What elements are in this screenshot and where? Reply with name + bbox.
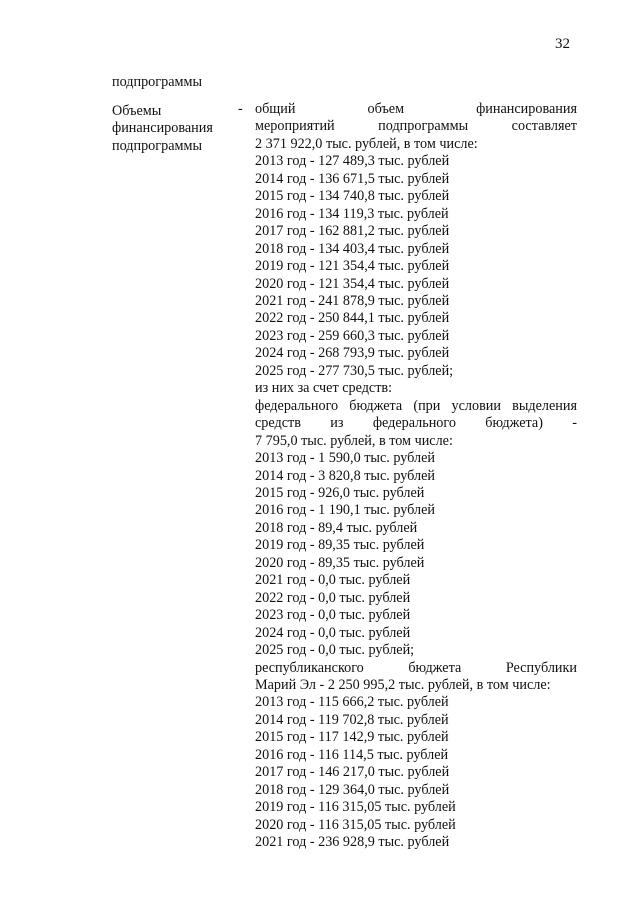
justified-word: - xyxy=(572,415,577,432)
federal-line xyxy=(255,415,577,432)
justified-line xyxy=(255,118,577,135)
justified-word: федерального xyxy=(372,415,456,432)
republic-line xyxy=(255,660,577,677)
year-amount-line: 2020 год - 121 354,4 тыс. рублей xyxy=(255,275,450,292)
label-dash: - xyxy=(238,101,243,117)
year-amount-line: 2015 год - 134 740,8 тыс. рублей xyxy=(255,188,450,205)
justified-word: бюджета xyxy=(408,659,462,676)
page-number: 32 xyxy=(555,36,570,52)
year-amount-line: 2020 год - 116 315,05 тыс. рублей xyxy=(255,816,456,833)
year-amount-line: 2013 год - 1 590,0 тыс. рублей xyxy=(255,450,435,467)
sources-intro: из них за счет средств: xyxy=(255,380,393,397)
year-amount-line: 2025 год - 0,0 тыс. рублей; xyxy=(255,642,415,659)
row-label-line: подпрограммы xyxy=(112,137,202,154)
republic-years-list xyxy=(255,694,577,851)
year-amount-line: 2013 год - 115 666,2 тыс. рублей xyxy=(255,694,449,711)
year-amount-line: 2022 год - 250 844,1 тыс. рублей xyxy=(255,310,450,327)
year-amount-line: 2017 год - 146 217,0 тыс. рублей xyxy=(255,764,450,781)
row-label-line: Объемы xyxy=(112,103,162,119)
year-amount-line: 2019 год - 89,35 тыс. рублей xyxy=(255,537,425,554)
year-amount-line: 2021 год - 0,0 тыс. рублей xyxy=(255,572,411,589)
justified-word: условии xyxy=(451,397,501,414)
year-amount-line: 2016 год - 116 114,5 тыс. рублей xyxy=(255,746,449,763)
year-amount-line: 2019 год - 116 315,05 тыс. рублей xyxy=(255,799,456,816)
justified-word: составляет xyxy=(511,118,577,135)
justified-word: Республики xyxy=(505,659,577,676)
justified-word: (при xyxy=(413,397,441,414)
year-amount-line: 2017 год - 162 881,2 тыс. рублей xyxy=(255,223,450,240)
year-amount-line: 2015 год - 117 142,9 тыс. рублей xyxy=(255,729,449,746)
year-amount-line: 2024 год - 0,0 тыс. рублей xyxy=(255,624,411,641)
justified-word: бюджета xyxy=(349,397,403,414)
row-label xyxy=(112,103,237,155)
justified-line xyxy=(255,101,577,118)
year-amount-line: 2021 год - 241 878,9 тыс. рублей xyxy=(255,292,450,309)
year-amount-line: 2018 год - 134 403,4 тыс. рублей xyxy=(255,240,450,257)
year-amount-line: 2024 год - 268 793,9 тыс. рублей xyxy=(255,345,450,362)
year-amount-line: 2018 год - 89,4 тыс. рублей xyxy=(255,519,418,536)
financing-details xyxy=(255,101,577,851)
justified-word: федерального xyxy=(255,397,339,414)
year-amount-line: 2015 год - 926,0 тыс. рублей xyxy=(255,484,425,501)
year-amount-line: 2019 год - 121 354,4 тыс. рублей xyxy=(255,258,450,275)
justified-word: бюджета) xyxy=(485,415,543,432)
republic-total-line: Марий Эл - 2 250 995,2 тыс. рублей, в том числе: xyxy=(255,676,551,693)
justified-word: республиканского xyxy=(255,659,364,676)
federal-total-line: 7 795,0 тыс. рублей, в том числе: xyxy=(255,432,453,449)
year-amount-line: 2023 год - 0,0 тыс. рублей xyxy=(255,607,411,624)
year-amount-line: 2014 год - 136 671,5 тыс. рублей xyxy=(255,170,450,187)
federal-years-list xyxy=(255,450,577,659)
year-amount-line: 2023 год - 259 660,3 тыс. рублей xyxy=(255,327,450,344)
year-amount-line: 2014 год - 3 820,8 тыс. рублей xyxy=(255,467,435,484)
year-amount-line: 2013 год - 127 489,3 тыс. рублей xyxy=(255,153,450,170)
federal-line xyxy=(255,398,577,415)
justified-word: подпрограммы xyxy=(378,118,469,135)
justified-word: мероприятий xyxy=(255,118,335,135)
year-amount-line: 2016 год - 1 190,1 тыс. рублей xyxy=(255,502,435,519)
justified-word: финансирования xyxy=(476,101,577,117)
justified-word: средств xyxy=(255,415,301,432)
justified-word: объем xyxy=(367,101,405,117)
row-label-line: финансирования xyxy=(112,120,213,137)
year-amount-line: 2020 год - 89,35 тыс. рублей xyxy=(255,554,425,571)
year-amount-line: 2021 год - 236 928,9 тыс. рублей xyxy=(255,834,450,851)
justified-word: выделения xyxy=(512,397,577,414)
year-amount-line: 2016 год - 134 119,3 тыс. рублей xyxy=(255,205,449,222)
justified-word: из xyxy=(330,415,344,432)
year-amount-line: 2014 год - 119 702,8 тыс. рублей xyxy=(255,711,449,728)
justified-word: общий xyxy=(255,101,296,117)
total-amount-line: 2 371 922,0 тыс. рублей, в том числе: xyxy=(255,135,478,152)
year-amount-line: 2022 год - 0,0 тыс. рублей xyxy=(255,589,411,606)
year-amount-line: 2018 год - 129 364,0 тыс. рублей xyxy=(255,781,450,798)
total-years-list xyxy=(255,153,577,380)
year-amount-line: 2025 год - 277 730,5 тыс. рублей; xyxy=(255,362,454,379)
table-header-continuation: подпрограммы xyxy=(112,74,202,90)
